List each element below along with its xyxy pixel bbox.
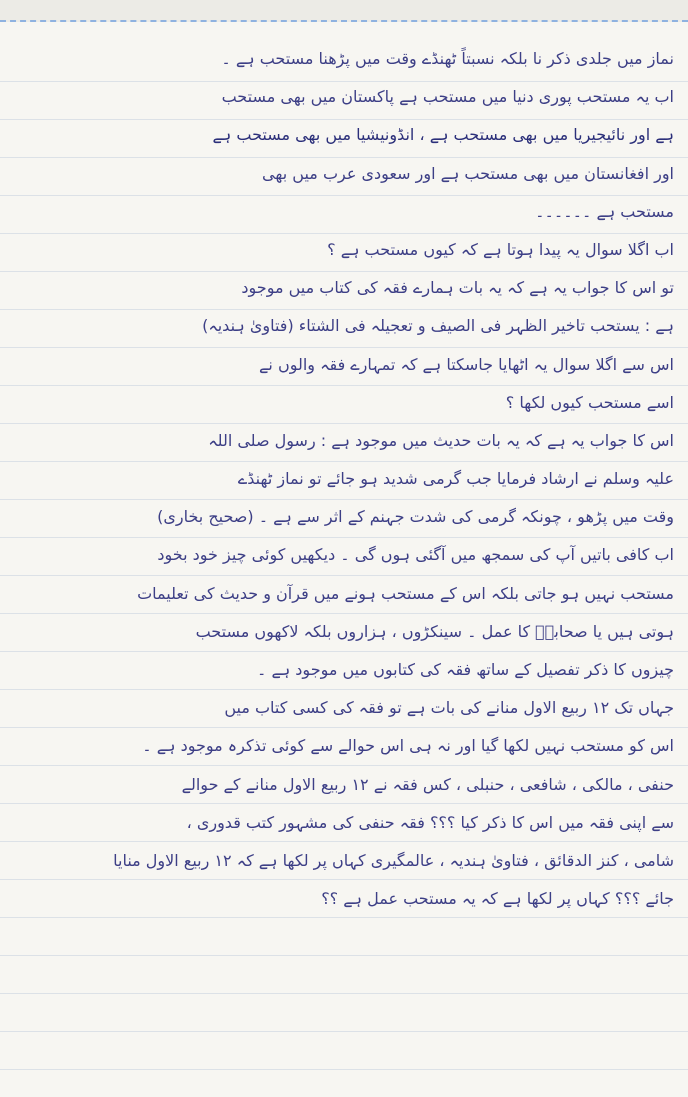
text-line: اس کا جواب یہ ہے کہ یہ بات حدیث میں موجود ہے : رسول صلی اللہ — [208, 430, 674, 450]
text-line: مستحب ہے ۔۔۔۔۔۔ — [535, 201, 674, 221]
text-line: مستحب نہیں ہو جاتی بلکہ اس کے مستحب ہونے میں قرآن و حدیث کی تعلیمات — [137, 583, 674, 603]
text-line: اس سے اگلا سوال یہ اٹھایا جاسکتا ہے کہ تمہارے فقہ والوں نے — [259, 354, 674, 374]
text-line: نماز میں جلدی ذکر نا بلکہ نسبتاً ٹھنڈے وقت میں پڑھنا مستحب ہے ۔ — [221, 49, 674, 68]
text-line: جہاں تک ۱۲ ربیع الاول منانے کی بات ہے تو فقہ کی کسی کتاب میں — [224, 698, 674, 718]
text-line: جائے ؟؟؟ کہاں پر لکھا ہے کہ یہ مستحب عمل ہے ؟؟ — [321, 889, 674, 909]
text-line: چیزوں کا ذکر تفصیل کے ساتھ فقہ کی کتابوں میں موجود ہے ۔ — [257, 660, 674, 679]
text-line: سے اپنی فقہ میں اس کا ذکر کیا ؟؟؟ فقہ حنفی کی مشہور کتب قدوری ، — [186, 812, 674, 832]
handwritten-text-block — [14, 40, 674, 918]
text-line: اسے مستحب کیوں لکھا ؟ — [505, 392, 674, 412]
perforated-top-edge — [0, 0, 688, 22]
text-line: اب کافی باتیں آپ کی سمجھ میں آگئی ہوں گی ۔ دیکھیں کوئی چیز خود بخود — [157, 545, 674, 565]
text-line: ہے : یستحب تاخیر الظہر فی الصیف و تعجیلہ فی الشتاء (فتاویٰ ہندیہ) — [202, 316, 674, 336]
text-line: اب یہ مستحب پوری دنیا میں مستحب ہے پاکستان میں بھی مستحب — [221, 87, 674, 107]
text-line: شامی ، کنز الدقائق ، فتاویٰ ہندیہ ، عالمگیری کہاں پر لکھا ہے کہ ۱۲ ربیع الاول منایا — [113, 850, 674, 870]
text-line: اب اگلا سوال یہ پیدا ہوتا ہے کہ کیوں مستحب ہے ؟ — [327, 239, 674, 259]
text-line: اس کو مستحب نہیں لکھا گیا اور نہ ہی اس حوالے سے کوئی تذکرہ موجود ہے ۔ — [142, 736, 674, 756]
text-line: ہوتی ہیں یا صحابہؓ کا عمل ۔ سینکڑوں ، ہزاروں بلکہ لاکھوں مستحب — [195, 621, 674, 641]
text-line: اور افغانستان میں بھی مستحب ہے اور سعودی عرب میں بھی — [262, 163, 674, 183]
text-line: حنفی ، مالکی ، شافعی ، حنبلی ، کس فقہ نے ۱۲ ربیع الاول منانے کے حوالے — [181, 774, 674, 794]
text-line: علیہ وسلم نے ارشاد فرمایا جب گرمی شدید ہو جائے تو نماز ٹھنڈے — [237, 469, 674, 489]
text-line: وقت میں پڑھو ، چونکہ گرمی کی شدت جہنم کے اثر سے ہے ۔ (صحیح بخاری) — [157, 507, 674, 527]
text-line: تو اس کا جواب یہ ہے کہ یہ بات ہمارے فقہ کی کتاب میں موجود — [241, 278, 674, 298]
text-line: ہے اور نائیجیریا میں بھی مستحب ہے ، انڈونیشیا میں بھی مستحب ہے — [212, 125, 674, 145]
